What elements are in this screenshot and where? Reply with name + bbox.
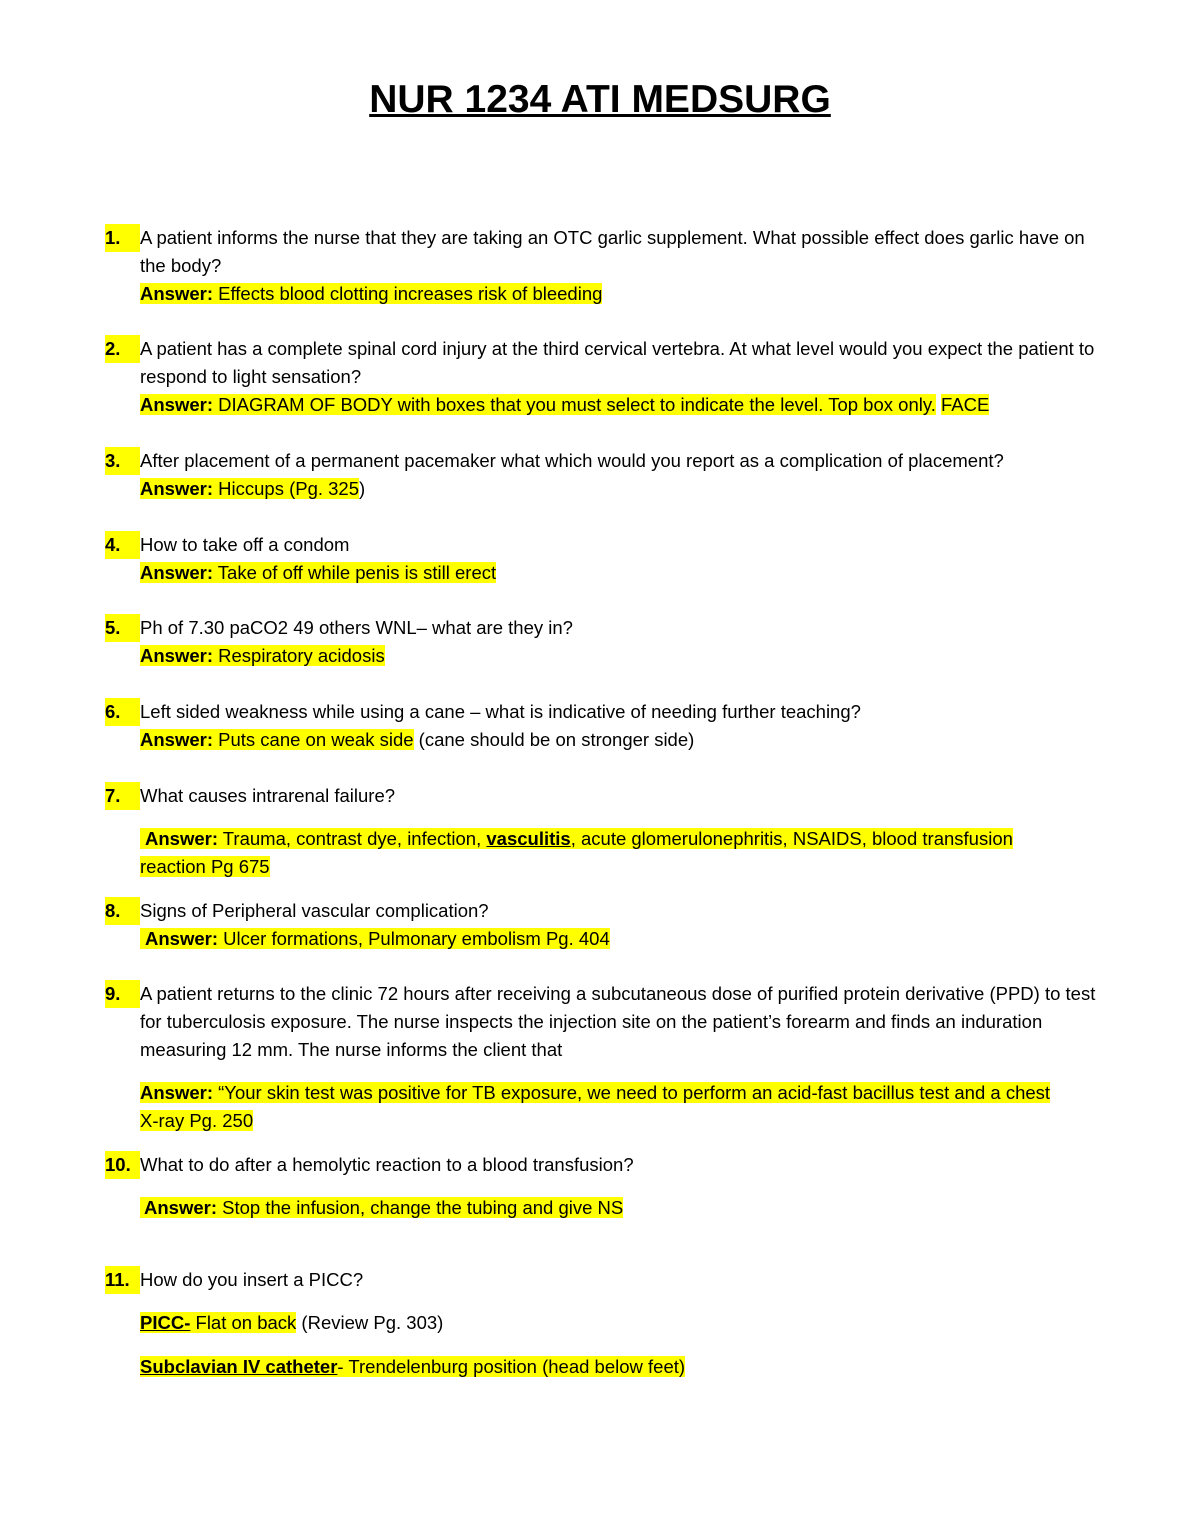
question-text: A patient has a complete spinal cord injury at the third cervical vertebra. At what level would you expect the patient to respond to light sensation?	[140, 338, 1095, 387]
answer: Answer: Respiratory acidosis	[140, 645, 385, 666]
question-number: 10.	[105, 1151, 140, 1179]
question-text: How do you insert a PICC?	[140, 1269, 364, 1290]
question-number: 8.	[105, 897, 140, 925]
question-text: A patient returns to the clinic 72 hours after receiving a subcutaneous dose of purified protein derivative (PPD) to test for tuberculosis exposure. The nurse inspects the injection site on the patient’s forearm and finds an induration measuring 12 mm. The nurse informs the client that	[140, 983, 1096, 1060]
question-number: 4.	[105, 531, 140, 559]
answer: Answer: Stop the infusion, change the tubing and give NS	[140, 1197, 623, 1218]
answer-continued: X-ray Pg. 250	[140, 1110, 254, 1131]
page-title: NUR 1234 ATI MEDSURG	[369, 78, 831, 121]
question-text: Signs of Peripheral vascular complication?	[140, 900, 489, 921]
question-number: 5.	[105, 614, 140, 642]
question-8	[105, 897, 1115, 953]
question-11	[105, 1266, 1115, 1381]
question-2	[105, 335, 1115, 419]
question-text: What causes intrarenal failure?	[140, 785, 396, 806]
question-3	[105, 447, 1115, 503]
question-number: 3.	[105, 447, 140, 475]
answer: Answer: Take of off while penis is still erect	[140, 562, 497, 583]
question-number: 11.	[105, 1266, 140, 1294]
question-text: A patient informs the nurse that they are taking an OTC garlic supplement. What possible effect does garlic have on the body?	[140, 227, 1085, 276]
answer-continued: reaction Pg 675	[140, 856, 270, 877]
answer-note: (cane should be on stronger side)	[413, 729, 695, 750]
question-1	[105, 224, 1115, 308]
question-text: Left sided weakness while using a cane – what is indicative of needing further teaching?	[140, 701, 861, 722]
answer: Answer: Ulcer formations, Pulmonary embolism Pg. 404	[140, 928, 610, 949]
answer: Answer: Effects blood clotting increases risk of bleeding	[140, 283, 603, 304]
question-text: What to do after a hemolytic reaction to a blood transfusion?	[140, 1154, 634, 1175]
answer: Answer: Hiccups (Pg. 325	[140, 478, 360, 499]
question-6	[105, 698, 1115, 754]
answer: Answer: DIAGRAM OF BODY with boxes that you must select to indicate the level. Top box only.	[140, 394, 936, 415]
answer: Answer: “Your skin test was positive for TB exposure, we need to perform an acid-fast bacillus test and a chest	[140, 1082, 1051, 1103]
question-5	[105, 614, 1115, 670]
question-10	[105, 1151, 1115, 1222]
question-4	[105, 531, 1115, 587]
question-number: 7.	[105, 782, 140, 810]
question-text: After placement of a permanent pacemaker what which would you report as a complication of placement?	[140, 450, 1004, 471]
question-7	[105, 782, 1115, 881]
question-number: 2.	[105, 335, 140, 363]
answer: Answer: Puts cane on weak side	[140, 729, 414, 750]
question-text: Ph of 7.30 paCO2 49 others WNL– what are they in?	[140, 617, 573, 638]
answer-note: (Review Pg. 303)	[296, 1312, 444, 1333]
subclavian-answer: Subclavian IV catheter- Trendelenburg position (head below feet)	[140, 1356, 686, 1377]
question-text: How to take off a condom	[140, 534, 350, 555]
question-number: 6.	[105, 698, 140, 726]
picc-answer: PICC- Flat on back	[140, 1312, 297, 1333]
answer: Answer: Trauma, contrast dye, infection, vasculitis, acute glomerulonephritis, NSAIDS, blood transfusion	[140, 828, 1013, 849]
question-number: 1.	[105, 224, 140, 252]
question-number: 9.	[105, 980, 140, 1008]
question-9	[105, 980, 1115, 1135]
answer-note: )	[359, 478, 366, 499]
answer-face: FACE	[941, 394, 990, 415]
